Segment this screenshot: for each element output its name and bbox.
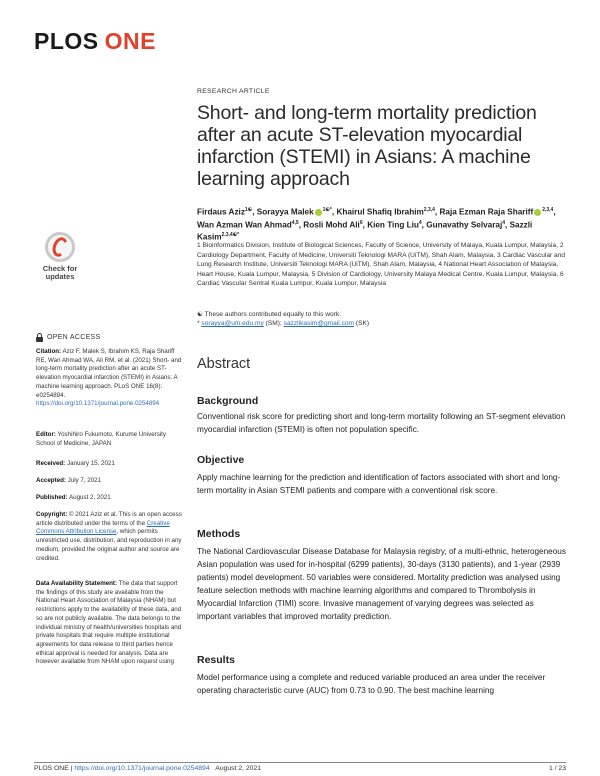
- author-name: Khairul Shafiq Ibrahim: [336, 207, 424, 217]
- equal-contribution-note: ☯ These authors contributed equally to this work.: [197, 311, 341, 318]
- methods-heading: Methods: [197, 528, 241, 540]
- accepted-block: Accepted: July 7, 2021: [36, 477, 102, 484]
- author-name: Sazzli Kasim: [197, 220, 533, 243]
- page-number: 1 / 23: [548, 765, 566, 772]
- author-list: [197, 205, 567, 243]
- author-name: Sorayya Malek: [256, 207, 314, 217]
- author-affiliation-marker: 1☯: [244, 207, 253, 213]
- author-name: Raja Ezman Raja Shariff: [439, 207, 534, 217]
- footer-doi-link[interactable]: https://doi.org/10.1371/journal.pone.0254894: [74, 765, 210, 772]
- abstract-heading: Abstract: [197, 356, 251, 372]
- author-affiliation-marker: 2,3,4: [542, 207, 554, 213]
- author-separator: ,: [362, 220, 368, 230]
- orcid-icon[interactable]: [534, 209, 541, 216]
- article-type: RESEARCH ARTICLE: [197, 88, 270, 95]
- check-for-updates-label: Check for updates: [42, 264, 78, 281]
- check-for-updates-badge[interactable]: [36, 232, 84, 288]
- methods-paragraph: The National Cardiovascular Disease Database for Malaysia registry, of a multi-ethnic, heterogeneous Asian population was used for in-hospital (6299 patients), 30-days (3130 patients), and 1-year (2939 patients) model development. 50 variables were considered. Mortality prediction was analysed using feature selection methods with machine learning algorithms and compared to Thrombolysis in Myocardial Infarction (TIMI) score. Invasive management of varying degrees was selected as important variables that improved mortality prediction.: [197, 547, 566, 621]
- license-link[interactable]: Creative Commons Attribution License: [36, 519, 170, 536]
- citation-doi-link[interactable]: https://doi.org/10.1371/journal.pone.0254894: [36, 400, 160, 408]
- author-separator: ,: [298, 220, 304, 230]
- results-paragraph: Model performance using a complete and reduced variable produced an area under the receiver operating characteristic curve (AUC) from 0.73 to 0.90. The best machine learning: [197, 673, 546, 695]
- results-heading: Results: [197, 654, 235, 666]
- background-paragraph: Conventional risk score for predicting short and long-term mortality following an ST-segment elevation myocardial infarction (STEMI) is often not population specific.: [197, 412, 566, 434]
- author-separator: ,: [252, 207, 257, 217]
- author-affiliation-marker: 1☯*: [322, 207, 332, 213]
- plos-one-logo[interactable]: [34, 28, 156, 55]
- copyright-block: Copyright: © 2021 Aziz et al. This is an open access article distributed under the terms of the Creative Commons Attribution License, which permits unrestricted use, distribution, and reproduction in any medium, provided the original author and source are credited.: [36, 511, 182, 562]
- author-separator: ,: [331, 207, 337, 217]
- open-access-label: OPEN ACCESS: [36, 333, 100, 342]
- article-title: Short- and long-term mortality prediction after an acute ST-elevation myocardial infarction (STEMI) in Asians: A machine learning approach: [197, 102, 537, 190]
- background-heading: Background: [197, 395, 259, 407]
- author-affiliation-marker: 2,3,4☯*: [221, 232, 240, 239]
- author-affiliation-marker: 2,3,4: [423, 207, 435, 213]
- open-lock-icon: [36, 333, 43, 342]
- objective-heading: Objective: [197, 454, 245, 466]
- author-separator: ,: [434, 207, 440, 217]
- contribution-notes: [197, 310, 567, 329]
- objective-paragraph: Apply machine learning for the prediction and identification of factors associated with short and long-term mortality in Asian STEMI patients and compare with a conventional risk score.: [197, 473, 561, 495]
- author-name: Kien Ting Liu: [367, 220, 419, 230]
- logo-one: ONE: [104, 28, 156, 54]
- author-affiliation-marker: 4: [418, 219, 422, 226]
- email-link-sk[interactable]: sazzlikasim@gmail.com: [283, 320, 355, 328]
- email-link-sm[interactable]: sorayya@um.edu.my: [201, 320, 264, 328]
- corresponding-emails: * sorayya@um.edu.my (SM); sazzlikasim@gmail.com (SK): [197, 320, 370, 328]
- author-separator: ,: [553, 207, 556, 217]
- page-footer: [34, 765, 566, 772]
- author-name: Wan Azman Wan Ahmad: [197, 220, 292, 230]
- data-availability-block: Data Availability Statement: The data that support the findings of this study are available from the National Heart Association of Malaysia (NHAM) but restrictions apply to the availability of these data, and so are not publicly available. The data belongs to the individual ministry of health/universities hospitals and private hospitals that require multiple institutional agreements for data release to third parties hence ethical approval is needed for analysis. Data are however available from NHAM upon request using: [36, 580, 182, 666]
- published-block: Published: August 2, 2021: [36, 494, 111, 501]
- author-affiliation-marker: 6: [359, 219, 363, 226]
- author-affiliation-marker: 4,5: [291, 219, 299, 226]
- footer-citation: PLOS ONE | https://doi.org/10.1371/journal.pone.0254894 August 2, 2021: [34, 765, 262, 772]
- author-name: Gunavathy Selvaraj: [426, 220, 503, 230]
- affiliations: 1 Bioinformatics Division, Institute of Biological Sciences, Faculty of Science, University of Malaya, Kuala Lumpur, Malaysia, 2 Cardiology Department, Faculty of Medicine, Universiti Teknologi MARA (UiTM), Shah Alam, Malaysia, 3 Cardiac Vascular and Lung Research Institute, Universiti Teknologi MARA (UiTM), Shah Alam, Malaysia, 4 National Heart Association of Malaysia, Heart House, Kuala Lumpur, Malaysia, 5 Division of Cardiology, University Malaya Medical Centre, Kuala Lumpur, Malaysia, 6 Cardiac Vascular Sentral Kuala Lumpur, Kuala Lumpur, Malaysia: [197, 242, 566, 288]
- author-affiliation-marker: 4: [502, 219, 506, 226]
- author-separator: ,: [421, 220, 427, 230]
- footer-divider: [34, 762, 566, 763]
- logo-plos: PLOS: [34, 28, 99, 54]
- author-name: Rosli Mohd Ali: [303, 220, 360, 230]
- received-block: Received: January 15, 2021: [36, 460, 115, 467]
- author-separator: ,: [505, 220, 510, 230]
- author-name: Firdaus Aziz: [197, 207, 245, 217]
- orcid-icon[interactable]: [315, 209, 322, 216]
- citation-block: Citation: Aziz F, Malek S, Ibrahim KS, Raja Shariff RE, Wan Ahmad WA, Ali RM, et al. (2021) Short- and long-term mortality prediction after an acute ST-elevation myocardial infarction (STEMI) in Asians: A machine learning approach. PLoS ONE 16(8): e0254894. https://doi.org/10.1371/journal.pone.0254894: [36, 348, 182, 408]
- editor-block: Editor: Yoshihiro Fukumoto, Kurume University School of Medicine, JAPAN: [36, 431, 166, 447]
- crossmark-icon: [45, 232, 75, 262]
